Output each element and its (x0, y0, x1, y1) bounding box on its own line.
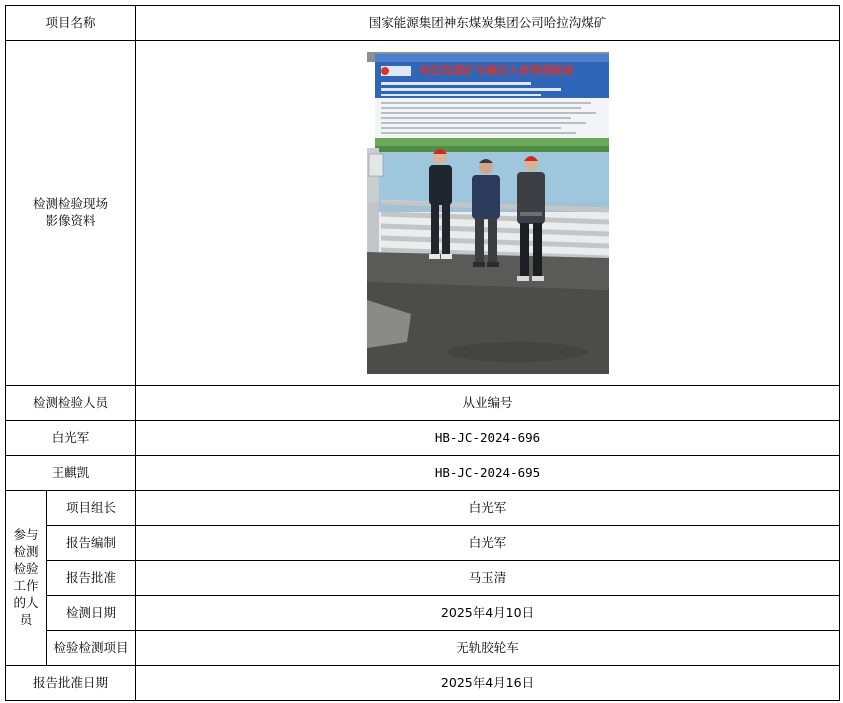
participants-label-part: 员 (19, 611, 33, 627)
row-leader (6, 491, 840, 526)
test-date-label: 检测日期 (47, 596, 136, 631)
inspector-1-cert: HB-JC-2024-696 (136, 421, 840, 456)
leader-label: 项目组长 (47, 491, 136, 526)
banner-title: 哈拉沟煤矿车辆出入库管理制度 (419, 64, 574, 77)
row-site-media (6, 41, 840, 386)
site-media-label-line1: 检测检验现场 (33, 196, 109, 212)
row-inspector-1 (6, 421, 840, 456)
test-item-value: 无轨胶轮车 (136, 631, 840, 666)
project-name-label: 项目名称 (6, 6, 136, 41)
row-inspectors-header (6, 386, 840, 421)
approver-value: 马玉清 (136, 561, 840, 596)
compiler-value: 白光军 (136, 526, 840, 561)
participants-label-part: 参与 (13, 527, 39, 543)
site-photo (367, 52, 609, 374)
row-inspector-2 (6, 456, 840, 491)
participants-label-part: 的人 (13, 594, 39, 610)
participants-label-part: 检验 (13, 561, 39, 577)
inspection-report-table (5, 5, 840, 701)
row-test-date (6, 596, 840, 631)
leader-value: 白光军 (136, 491, 840, 526)
compiler-label: 报告编制 (47, 526, 136, 561)
test-item-label: 检验检测项目 (47, 631, 136, 666)
participants-label-part: 检测 (13, 544, 39, 560)
test-date-value: 2025年4月10日 (136, 596, 840, 631)
approver-label: 报告批准 (47, 561, 136, 596)
row-approval-date (6, 666, 840, 701)
site-photo-image (367, 52, 609, 374)
cert-number-label: 从业编号 (136, 386, 840, 421)
site-media-label (6, 41, 136, 386)
inspectors-label: 检测检验人员 (6, 386, 136, 421)
inspector-1-name: 白光军 (6, 421, 136, 456)
project-name-value: 国家能源集团神东煤炭集团公司哈拉沟煤矿 (136, 6, 840, 41)
participants-label (6, 491, 47, 666)
participants-label-part: 工作 (13, 578, 39, 593)
inspector-2-name: 王麒凯 (6, 456, 136, 491)
row-approver (6, 561, 840, 596)
approval-date-value: 2025年4月16日 (136, 666, 840, 701)
site-media-label-line2: 影像资料 (45, 213, 96, 228)
row-project-name (6, 6, 840, 41)
row-compiler (6, 526, 840, 561)
row-test-item (6, 631, 840, 666)
approval-date-label: 报告批准日期 (6, 666, 136, 701)
site-photo-cell (136, 41, 840, 386)
inspector-2-cert: HB-JC-2024-695 (136, 456, 840, 491)
